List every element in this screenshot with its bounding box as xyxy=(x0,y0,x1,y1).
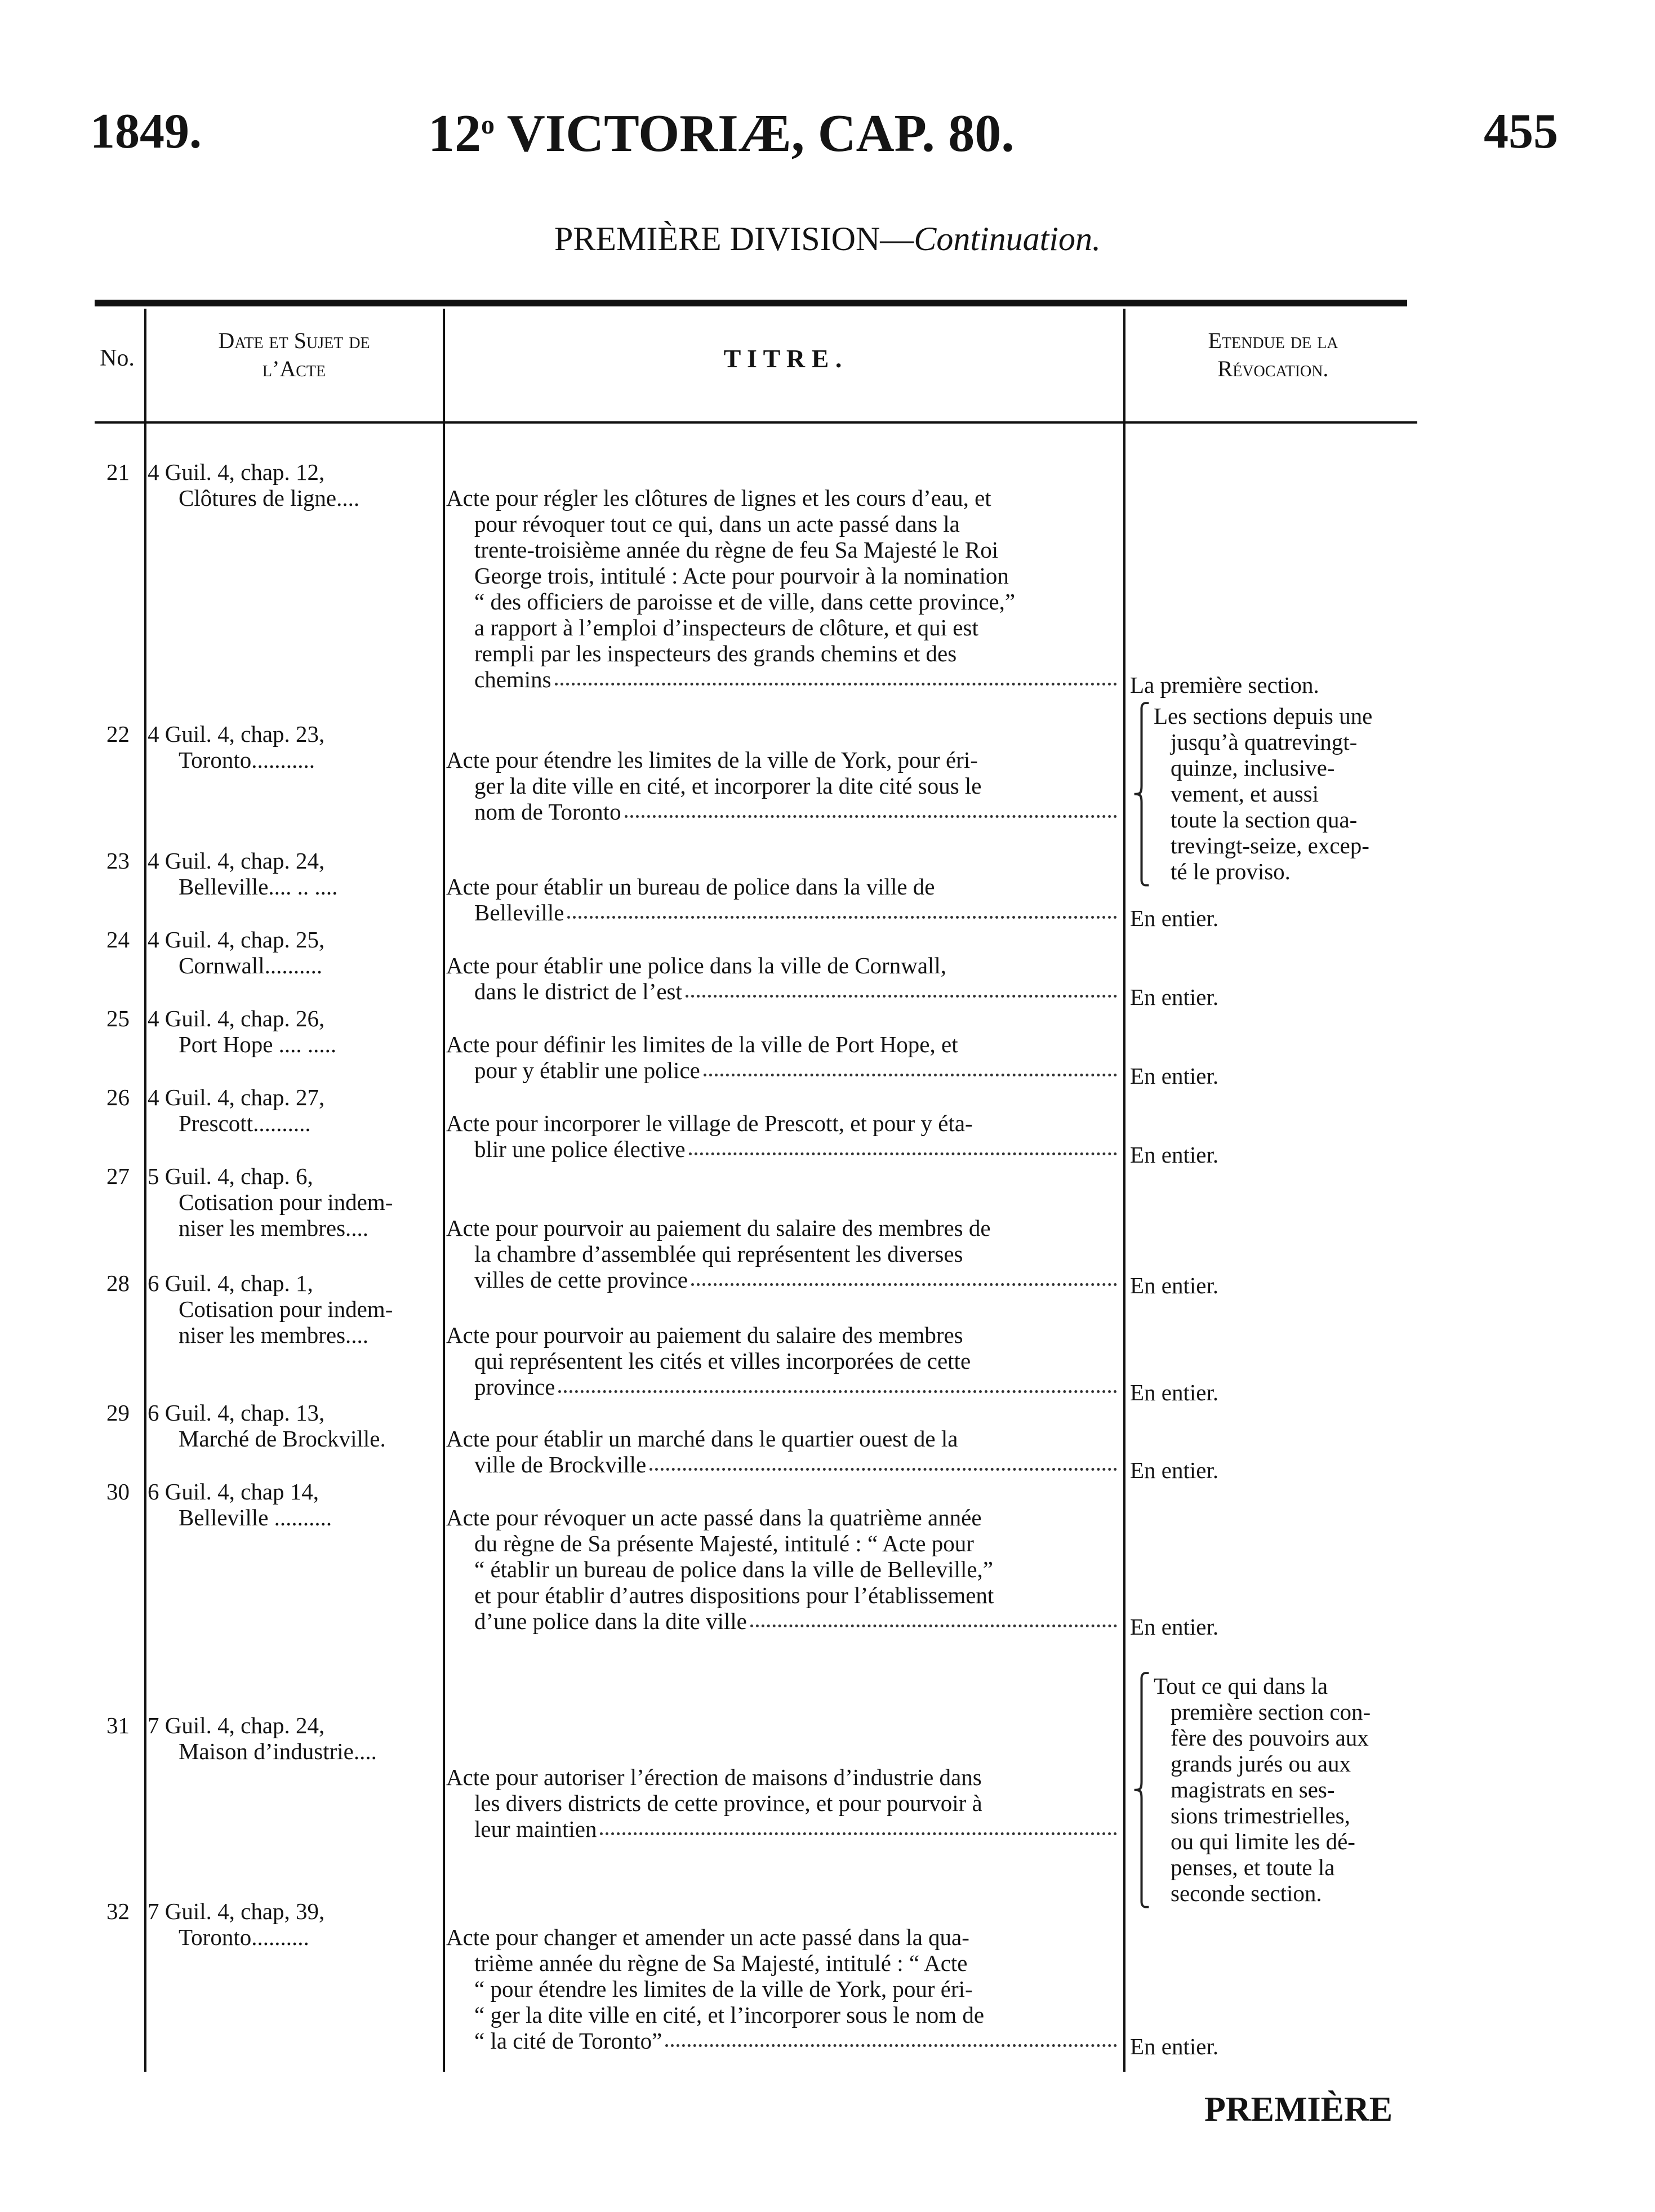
title-line xyxy=(446,1136,1119,1162)
act-date-subject xyxy=(148,848,441,900)
dot-leader xyxy=(567,900,1117,919)
date-line: 5 Guil. 4, chap. 6, xyxy=(148,1163,313,1189)
title-line: “ pour étendre les limites de la ville de York, pour éri- xyxy=(474,1976,973,2002)
col-divider-2 xyxy=(443,309,445,2072)
act-date-subject xyxy=(148,721,441,773)
brace-31-line: première section con- xyxy=(1171,1699,1371,1725)
date-line: 4 Guil. 4, chap. 24, xyxy=(148,848,325,874)
row-number: 26 xyxy=(106,1084,130,1110)
page-number: 455 xyxy=(1484,104,1558,159)
act-date-subject xyxy=(148,927,441,978)
date-line: 4 Guil. 4, chap. 12, xyxy=(148,459,325,485)
act-title xyxy=(446,1031,1119,1083)
title-number: 12 xyxy=(428,104,481,163)
col-head-ext-l1: Etendue de la xyxy=(1208,328,1338,353)
dot-leader xyxy=(689,1136,1117,1155)
title-line-text: Belleville xyxy=(474,900,564,925)
act-title xyxy=(446,1764,1119,1842)
title-line xyxy=(446,1374,1119,1400)
dot-leader xyxy=(649,1452,1117,1471)
title-line: pour révoquer tout ce qui, dans un acte passé dans la xyxy=(474,511,960,537)
title-line xyxy=(446,666,1119,692)
repeal-extent: En entier. xyxy=(1130,1063,1219,1089)
row-number: 25 xyxy=(106,1005,130,1031)
date-line: 4 Guil. 4, chap. 25, xyxy=(148,927,325,953)
brace-31-line: ou qui limite les dé- xyxy=(1171,1828,1355,1854)
brace-22-line: trevingt-seize, excep- xyxy=(1171,833,1369,858)
brace-31-line: penses, et toute la xyxy=(1171,1854,1335,1880)
title-line: et pour établir d’autres dispositions pour l’établissement xyxy=(474,1582,994,1608)
dot-leader xyxy=(686,978,1117,998)
col-head-date-l1: Date et Sujet de xyxy=(218,328,370,353)
title-line: a rapport à l’emploi d’inspecteurs de clôture, et qui est xyxy=(474,615,978,640)
row-number: 27 xyxy=(106,1163,130,1189)
act-title xyxy=(446,953,1119,1004)
brace-31-line: fère des pouvoirs aux xyxy=(1171,1725,1369,1751)
title-line: trente-troisième année du règne de feu Sa Majesté le Roi xyxy=(474,537,999,563)
title-line: “ des officiers de paroisse et de ville, dans cette province,” xyxy=(474,589,1016,615)
dot-leader xyxy=(750,1608,1117,1627)
title-line xyxy=(446,1608,1119,1634)
title-line xyxy=(446,799,1119,825)
brace-22-line: té le proviso. xyxy=(1171,858,1291,884)
title-line xyxy=(446,978,1119,1004)
act-date-subject xyxy=(148,1270,441,1348)
dot-leader xyxy=(704,1057,1117,1076)
row-number: 24 xyxy=(106,927,130,953)
date-line: 6 Guil. 4, chap. 13, xyxy=(148,1400,325,1426)
title-line-text: chemins xyxy=(474,666,551,692)
act-date-subject xyxy=(148,1005,441,1057)
date-line: 7 Guil. 4, chap. 24, xyxy=(148,1712,325,1738)
repeal-extent: La première section. xyxy=(1130,672,1319,698)
title-line-text: nom de Toronto xyxy=(474,799,621,825)
act-date-subject xyxy=(148,1479,441,1530)
row-number: 32 xyxy=(106,1898,130,1924)
col-head-ext-l2: Révocation. xyxy=(1217,356,1329,381)
brace-22-line: jusqu’à quatrevingt- xyxy=(1171,729,1358,755)
act-date-subject xyxy=(148,1163,441,1241)
repeal-extent: En entier. xyxy=(1130,1457,1219,1483)
act-title xyxy=(446,1215,1119,1293)
date-line: 6 Guil. 4, chap 14, xyxy=(148,1479,319,1505)
dot-leader xyxy=(665,2028,1117,2047)
title-line-text: ville de Brockville xyxy=(474,1452,647,1477)
title-line: Acte pour établir un bureau de police dans la ville de xyxy=(446,874,935,900)
col-head-extent xyxy=(1127,327,1420,383)
date-line: 6 Guil. 4, chap. 1, xyxy=(148,1270,313,1296)
row-number: 31 xyxy=(106,1712,130,1738)
title-line: les divers districts de cette province, et pour pourvoir à xyxy=(474,1790,982,1816)
brace-left-22: ⎧ ⎪ ⎪ ⎨ ⎪ ⎪ ⎩ xyxy=(1132,703,1151,886)
act-date-subject xyxy=(148,1400,441,1452)
title-line: “ établir un bureau de police dans la ville de Belleville,” xyxy=(474,1556,993,1582)
date-line: 4 Guil. 4, chap. 26, xyxy=(148,1005,325,1031)
col-head-date-l2: l’Acte xyxy=(262,356,326,381)
year: 1849. xyxy=(90,104,202,159)
date-line: Maison d’industrie.... xyxy=(179,1738,377,1764)
subtitle-italic: Continuation. xyxy=(914,220,1101,257)
row-number: 23 xyxy=(106,848,130,874)
title-line: la chambre d’assemblée qui représentent les diverses xyxy=(474,1241,963,1267)
repeal-extent: En entier. xyxy=(1130,1272,1219,1298)
title-line: Acte pour définir les limites de la ville de Port Hope, et xyxy=(446,1031,958,1057)
title-line-text: villes de cette province xyxy=(474,1267,688,1293)
title-line xyxy=(446,1057,1119,1083)
dot-leader xyxy=(600,1816,1117,1835)
brace-31-line: Tout ce qui dans la xyxy=(1154,1673,1328,1699)
row-number: 30 xyxy=(106,1479,130,1505)
brace-22-line: quinze, inclusive- xyxy=(1171,755,1335,781)
title-line: qui représentent les cités et villes incorporées de cette xyxy=(474,1348,971,1374)
date-line: Cotisation pour indem- xyxy=(179,1296,393,1322)
col-head-titre: T I T R E . xyxy=(723,344,842,373)
act-title xyxy=(446,1505,1119,1634)
row-number: 28 xyxy=(106,1270,130,1296)
title-line-text: “ la cité de Toronto” xyxy=(474,2028,662,2054)
date-line: Cornwall.......... xyxy=(179,953,323,978)
row-number: 29 xyxy=(106,1400,130,1426)
title-line xyxy=(446,1452,1119,1477)
row-number: 21 xyxy=(106,459,130,485)
title-line: du règne de Sa présente Majesté, intitulé : “ Acte pour xyxy=(474,1530,974,1556)
date-line: Toronto........... xyxy=(179,747,315,773)
brace-22-line: vement, et aussi xyxy=(1171,781,1319,807)
act-title xyxy=(446,1924,1119,2054)
act-title xyxy=(446,485,1119,692)
brace-31-line: magistrats en ses- xyxy=(1171,1777,1335,1802)
act-title xyxy=(446,1322,1119,1400)
date-line: Marché de Brockville. xyxy=(179,1426,386,1452)
act-date-subject xyxy=(148,1712,441,1764)
title-line: rempli par les inspecteurs des grands chemins et des xyxy=(474,640,957,666)
title-line: Acte pour incorporer le village de Prescott, et pour y éta- xyxy=(446,1110,973,1136)
title-line: Acte pour pourvoir au paiement du salaire des membres de xyxy=(446,1215,991,1241)
title-line: Acte pour autoriser l’érection de maisons d’industrie dans xyxy=(446,1764,982,1790)
row-number: 22 xyxy=(106,721,130,747)
catchword: PREMIÈRE xyxy=(1204,2090,1393,2129)
brace-left-31: ⎧ ⎪ ⎪ ⎪ ⎨ ⎪ ⎪ ⎪ ⎩ xyxy=(1132,1673,1151,1908)
title-line-text: dans le district de l’est xyxy=(474,978,682,1004)
date-line: Toronto.......... xyxy=(179,1924,309,1950)
title-line-text: d’une police dans la dite ville xyxy=(474,1608,747,1634)
title-line xyxy=(446,900,1119,925)
act-date-subject xyxy=(148,459,441,511)
brace-22-line: Les sections depuis une xyxy=(1154,703,1373,729)
act-title xyxy=(446,747,1119,825)
date-line: Port Hope .... ..... xyxy=(179,1031,337,1057)
date-line: niser les membres.... xyxy=(179,1322,369,1348)
title-line: Acte pour pourvoir au paiement du salaire des membres xyxy=(446,1322,963,1348)
repeal-extent: En entier. xyxy=(1130,905,1219,931)
act-title xyxy=(446,874,1119,925)
title-line: Acte pour régler les clôtures de lignes et les cours d’eau, et xyxy=(446,485,991,511)
table-top-rule xyxy=(95,300,1407,306)
title-superscript: o xyxy=(481,110,495,140)
title-line xyxy=(446,1267,1119,1293)
title-line: “ ger la dite ville en cité, et l’incorporer sous le nom de xyxy=(474,2002,985,2028)
date-line: Cotisation pour indem- xyxy=(179,1189,393,1215)
dot-leader xyxy=(558,1374,1117,1393)
brace-31-line: grands jurés ou aux xyxy=(1171,1751,1351,1777)
title-line: Acte pour changer et amender un acte passé dans la qua- xyxy=(446,1924,969,1950)
title-line-text: province xyxy=(474,1374,555,1400)
title-line xyxy=(446,2028,1119,2054)
repeal-extent: En entier. xyxy=(1130,1379,1219,1405)
date-line: 7 Guil. 4, chap, 39, xyxy=(148,1898,325,1924)
act-date-subject xyxy=(148,1898,441,1950)
dot-leader xyxy=(691,1267,1117,1286)
title-line: George trois, intitulé : Acte pour pourvoir à la nomination xyxy=(474,563,1009,589)
col-divider-1 xyxy=(144,309,146,2072)
brace-22-line: toute la section qua- xyxy=(1171,807,1358,833)
page-title xyxy=(428,104,1015,163)
brace-text-31 xyxy=(1154,1673,1418,1906)
date-line: 4 Guil. 4, chap. 23, xyxy=(148,721,325,747)
table-head-rule xyxy=(95,421,1417,424)
title-line: trième année du règne de Sa Majesté, intitulé : “ Acte xyxy=(474,1950,968,1976)
repeal-extent: En entier. xyxy=(1130,984,1219,1010)
brace-31-line: sions trimestrielles, xyxy=(1171,1802,1350,1828)
act-title xyxy=(446,1426,1119,1477)
act-title xyxy=(446,1110,1119,1162)
date-line: Prescott.......... xyxy=(179,1110,311,1136)
col-head-date xyxy=(148,327,441,383)
title-line-text: leur maintien xyxy=(474,1816,597,1842)
section-subtitle xyxy=(0,220,1655,259)
dot-leader xyxy=(555,666,1117,686)
dot-leader xyxy=(625,799,1117,818)
brace-31-line: seconde section. xyxy=(1171,1880,1322,1906)
title-line: Acte pour établir un marché dans le quartier ouest de la xyxy=(446,1426,958,1452)
title-line: Acte pour révoquer un acte passé dans la quatrième année xyxy=(446,1505,982,1530)
date-line: Belleville.... .. .... xyxy=(179,874,338,900)
title-line: Acte pour étendre les limites de la ville de York, pour éri- xyxy=(446,747,978,773)
title-line-text: blir une police élective xyxy=(474,1136,686,1162)
title-line-text: pour y établir une police xyxy=(474,1057,700,1083)
repeal-extent: En entier. xyxy=(1130,2033,1219,2059)
repeal-extent: En entier. xyxy=(1130,1142,1219,1168)
title-text: VICTORIÆ, CAP. 80. xyxy=(506,104,1015,163)
act-date-subject xyxy=(148,1084,441,1136)
repeal-extent: En entier. xyxy=(1130,1614,1219,1640)
subtitle-main: PREMIÈRE DIVISION— xyxy=(554,220,914,257)
title-line: Acte pour établir une police dans la ville de Cornwall, xyxy=(446,953,947,978)
brace-text-22 xyxy=(1154,703,1418,884)
col-head-no: No. xyxy=(100,345,135,371)
title-line: ger la dite ville en cité, et incorporer la dite cité sous le xyxy=(474,773,982,799)
date-line: 4 Guil. 4, chap. 27, xyxy=(148,1084,325,1110)
col-divider-3 xyxy=(1123,309,1125,2072)
date-line: Clôtures de ligne.... xyxy=(179,485,360,511)
date-line: Belleville .......... xyxy=(179,1505,332,1530)
date-line: niser les membres.... xyxy=(179,1215,369,1241)
title-line xyxy=(446,1816,1119,1842)
